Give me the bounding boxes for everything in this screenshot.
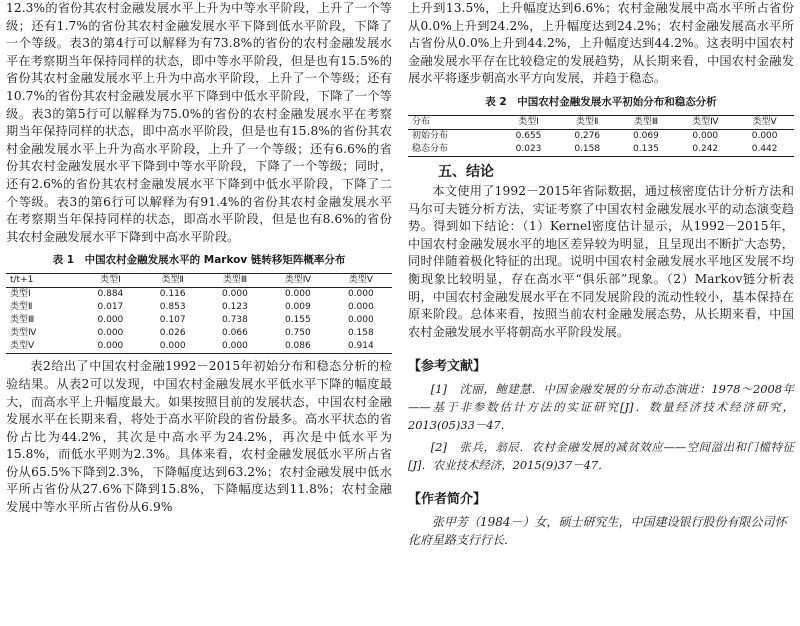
body-paragraph: 上升到13.5%，上升幅度达到6.6%；农村金融发展中高水平所占省份从0.0%上升到24.2%，上升幅度达到24.2%；农村金融发展高水平所占省份从0.0%上升到44.2%，上升幅度达到44.2%。这表明中国农村金融发展水平存在比较稳定的发展趋势，从长期来看，中国农村金融发展水平将逐步朝高水平方向发展，并趋于稳态。 (408, 1, 794, 86)
table1-cell: 0.116 (159, 289, 186, 300)
table2-header-cell: 分布 (408, 115, 499, 129)
table1-row (6, 288, 392, 302)
table2-cell: 0.655 (515, 130, 542, 141)
table1-header-cell: 类型Ⅴ (330, 274, 392, 288)
table1-cell: 0.884 (97, 289, 124, 300)
table1-cell: 0.000 (222, 289, 248, 300)
table1-header-cell: t/t+1 (6, 274, 79, 288)
body-paragraph: 本文使用了1992－2015年省际数据，通过核密度估计分析方法和马尔可夫链分析方法，实证考察了中国农村金融发展水平的动态演变趋势。得到如下结论：（1）Kernel密度估计显示，从1992－2015年，中国农村金融发展水平的地区差异较为明显，且呈现出不断扩大态势，同时伴随着极化特征的出现。说明中国农村金融发展水平地区发展不均衡现象比较明显，存在高水平“俱乐部”现象。（2）Markov链分析表明，中国农村金融发展水平在不同发展阶段的流动性较小，基本保持在原来阶段。总体来看，按照当前农村金融发展态势，从长期来看，中国农村金融发展水平将朝高水平阶段发展。 (408, 183, 794, 339)
table2-cell: 0.158 (558, 143, 617, 157)
author-heading: 【作者简介】 (408, 492, 487, 508)
table1-cell: 类型Ⅳ (10, 328, 37, 339)
table1-cell: 0.123 (222, 302, 248, 313)
table1-cell: 0.009 (284, 302, 311, 313)
table1-header-cell: 类型Ⅱ (142, 274, 204, 288)
table1-cell: 0.026 (159, 328, 186, 339)
table1-cell: 0.155 (284, 315, 311, 326)
table2-header-cell: 类型Ⅱ (558, 115, 617, 129)
table1-header-cell: 类型Ⅰ (79, 274, 141, 288)
right-column (408, 0, 794, 549)
reference-item: [2] 张兵，翁辰．农村金融发展的减贫效应——空间溢出和门槛特征[J]．农业技术经济，2015(9)37－47． (408, 440, 794, 473)
table2-cell: 0.242 (675, 143, 735, 157)
table2-cell: 0.000 (751, 130, 778, 141)
references-heading: 【参考文献】 (408, 359, 487, 375)
table1-cell: 类型Ⅴ (6, 340, 79, 354)
table1-cell: 类型Ⅱ (10, 302, 33, 313)
table1-cell: 0.158 (347, 328, 374, 339)
table1-cell: 0.000 (97, 315, 124, 326)
table1-cell: 0.000 (97, 328, 124, 339)
table1-cell: 类型Ⅲ (10, 315, 35, 326)
table2-header-cell: 类型Ⅴ (735, 115, 794, 129)
table2-cell: 0.135 (617, 143, 676, 157)
table1-row (6, 301, 392, 314)
table2-cell: 0.276 (574, 130, 601, 141)
table1-cell: 0.000 (347, 289, 374, 300)
table1-caption: 表 1 中国农村金融发展水平的 Markov 链转移矩阵概率分布 (52, 254, 346, 267)
table1-cell: 0.107 (159, 315, 186, 326)
table2-cell: 初始分布 (412, 130, 449, 141)
table1-row (6, 314, 392, 327)
body-paragraph: 表2给出了中国农村金融1992－2015年初始分布和稳态分析的检验结果。从表2可以发现，中国农村金融发展水平低水平下降的幅度最大，而高水平上升幅度最大。如果按照目前的发展状态，中国农村金融发展水平在长期来看，将处于高水平阶段的省份最多。高水平状态的省份占比为44.2%，其次是中高水平为24.2%，再次是中低水平为15.8%，而低水平则为2.3%。具体来看，农村金融发展低水平所占省份从65.5%下降到2.3%，下降幅度达到63.2%；农村金融发展中低水平所占省份从27.6%下降到15.8%，下降幅度达到11.8%；农村金融发展中等水平所占省份从6.9% (6, 359, 392, 515)
body-paragraph: 12.3%的省份其农村金融发展水平上升为中等水平阶段，上升了一个等级；还有1.7%的省份其农村金融发展水平下降到低水平阶段，下降了一个等级。表3的第4行可以解释为有73.8%的省份的农村金融发展水平在考察期当年保持同样的状态，即中等水平阶段，但是也有15.5%的省份其农村金融发展水平上升为中高水平阶段，上升了一个等级；还有10.7%的省份其农村金融发展水平下降到中低水平阶段，下降了一个等级。表3的第5行可以解释为75.0%的省份的农村金融发展水平在考察期当年保持同样的状态，即中高水平阶段，但是也有15.8%的省份其农村金融发展水平上升为高水平阶段，上升了一个等级；还有6.6%的省份其农村金融发展水平下降到中等水平阶段，下降了一个等级；同时，还有2.6%的省份其农村金融发展水平下降到中低水平阶段，下降了二个等级。表3的第6行可以解释为有91.4%的省份其农村金融发展水平在考察期当年保持同样的状态，即高水平阶段，但是也有8.6%的省份其农村金融发展水平下降到中高水平阶段。 (6, 1, 392, 244)
table2-cell: 0.023 (499, 143, 558, 157)
left-column (6, 0, 392, 517)
table1-cell: 0.000 (284, 289, 311, 300)
table1-header-cell: 类型Ⅲ (204, 274, 266, 288)
author-bio: 张甲芳（1984－）女，硕士研究生，中国建设银行股份有限公司怀化府星路支行行长． (408, 515, 787, 548)
table2-header-row (408, 115, 794, 129)
reference-item: [1] 沈丽，鲍建慧．中国金融发展的分布动态演进：1978～2008年——基于非参数估计方法的实证研究[J]．数量经济技术经济研究，2013(05)33－47． (408, 382, 794, 433)
table1-header-row (6, 274, 392, 288)
table2 (408, 115, 794, 157)
table1-cell: 0.066 (222, 328, 248, 339)
table1-cell: 0.086 (266, 340, 330, 354)
table1-cell: 0.000 (347, 315, 374, 326)
table2-cell: 0.069 (633, 130, 659, 141)
table2-header-cell: 类型Ⅲ (617, 115, 676, 129)
table1-cell: 0.750 (284, 328, 311, 339)
table1-row (6, 327, 392, 340)
table2-cell: 稳态分布 (408, 143, 499, 157)
table1 (6, 273, 392, 354)
table1-row (6, 340, 392, 354)
table2-caption: 表 2 中国农村金融发展水平初始分布和稳态分析 (485, 95, 717, 108)
table2-row (408, 129, 794, 143)
table1-cell: 0.000 (204, 340, 266, 354)
table1-cell: 0.000 (347, 302, 374, 313)
table1-cell: 0.017 (97, 302, 124, 313)
table2-row (408, 143, 794, 157)
table2-cell: 0.000 (692, 130, 719, 141)
table1-header-cell: 类型Ⅳ (266, 274, 330, 288)
table2-header-cell: 类型Ⅰ (499, 115, 558, 129)
table1-cell: 0.738 (222, 315, 248, 326)
table2-header-cell: 类型Ⅳ (675, 115, 735, 129)
table2-cell: 0.442 (735, 143, 794, 157)
section-heading: 五、结论 (438, 163, 494, 180)
table1-cell: 类型Ⅰ (10, 289, 31, 300)
table1-cell: 0.853 (159, 302, 186, 313)
table1-cell: 0.000 (142, 340, 204, 354)
table1-cell: 0.000 (79, 340, 141, 354)
table1-cell: 0.914 (330, 340, 392, 354)
